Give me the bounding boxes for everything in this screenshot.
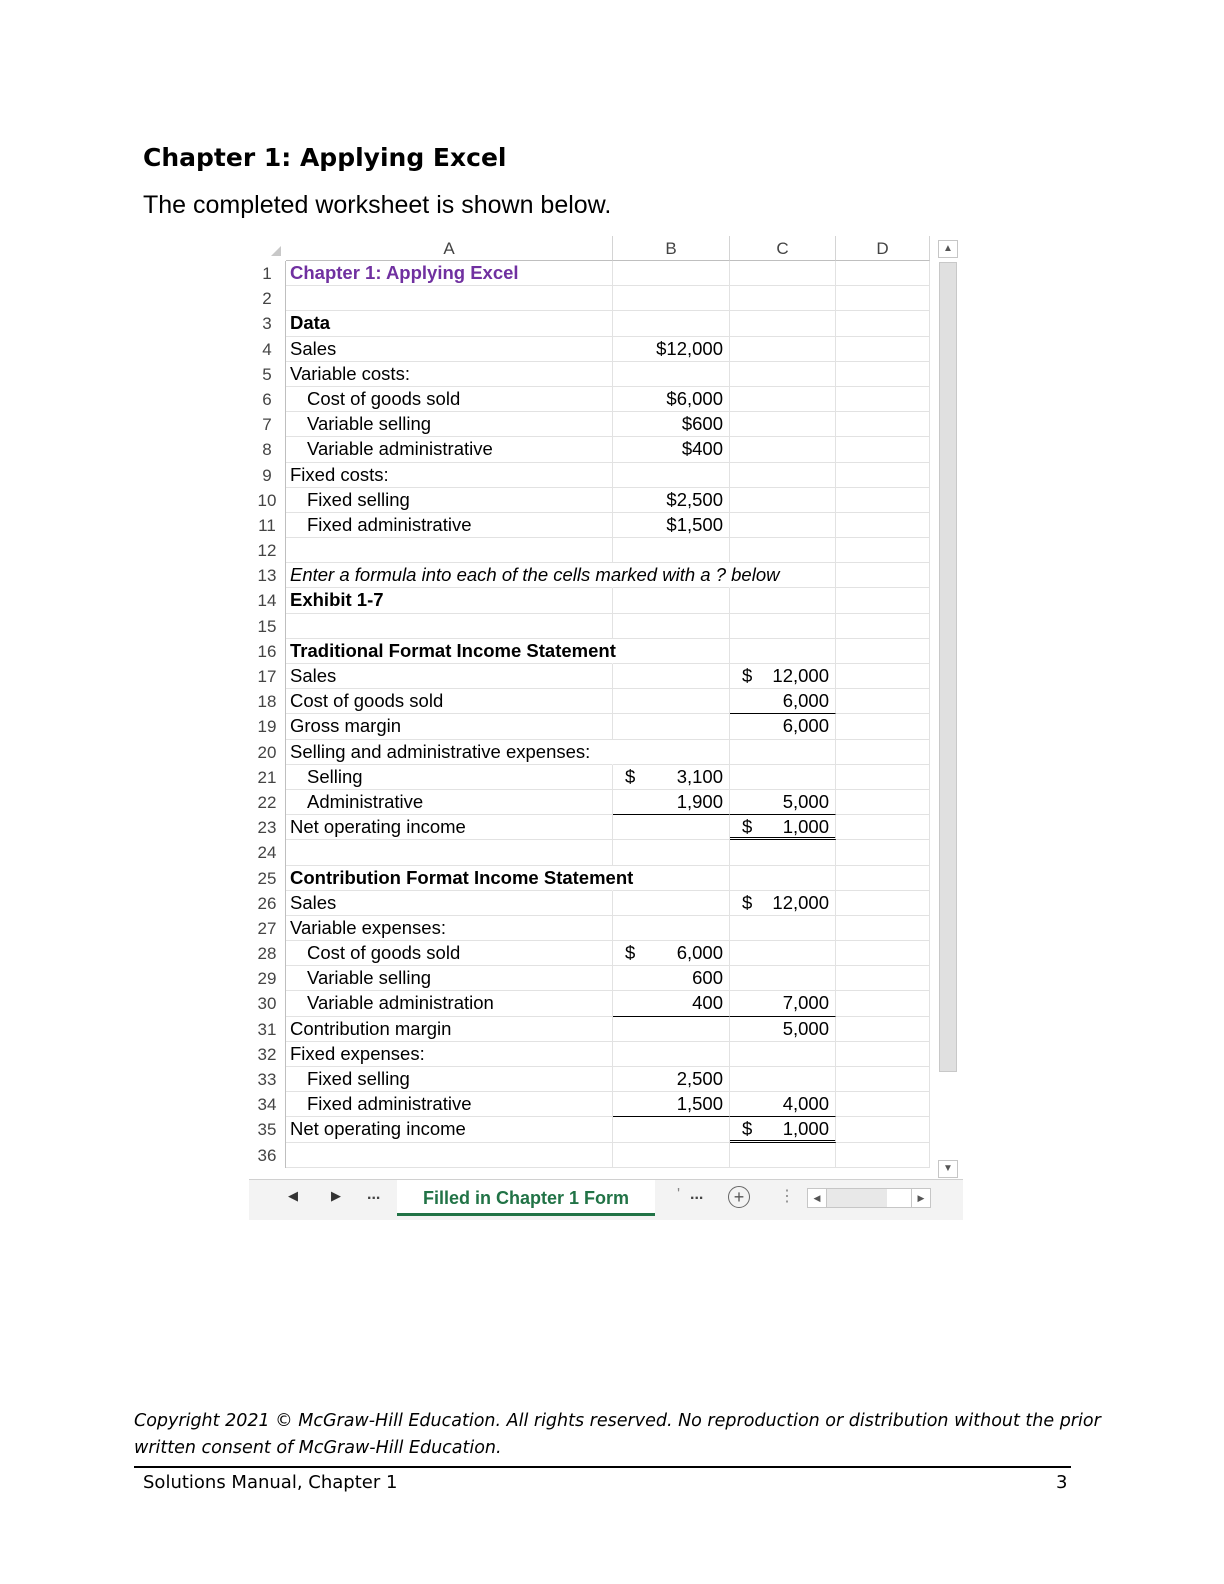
- row-header[interactable]: 19: [249, 714, 286, 739]
- cell-c26[interactable]: $ 12,000: [730, 891, 836, 916]
- cell-d32[interactable]: [836, 1042, 930, 1067]
- cell-b29[interactable]: 600: [613, 966, 730, 991]
- cell-b11[interactable]: $1,500: [613, 513, 730, 538]
- cell-c7[interactable]: [730, 412, 836, 437]
- cell-c20[interactable]: [730, 740, 836, 765]
- table-row: [249, 614, 930, 639]
- cell-b6[interactable]: $6,000: [613, 387, 730, 412]
- cell-b35[interactable]: [613, 1117, 730, 1142]
- cell-a34[interactable]: Fixed administrative: [286, 1092, 613, 1117]
- cell-c8[interactable]: [730, 437, 836, 462]
- table-row: [249, 412, 930, 437]
- cell-b9[interactable]: [613, 463, 730, 488]
- cell-a29[interactable]: Variable selling: [286, 966, 613, 991]
- row-header[interactable]: 20: [249, 740, 286, 765]
- cell-c12[interactable]: [730, 538, 836, 563]
- cell-a11[interactable]: Fixed administrative: [286, 513, 613, 538]
- cell-a19[interactable]: Gross margin: [286, 714, 613, 739]
- row-header[interactable]: 29: [249, 966, 286, 991]
- cell-b22[interactable]: 1,900: [613, 790, 730, 815]
- cell-b20[interactable]: [613, 740, 730, 765]
- row-header[interactable]: 1: [249, 261, 286, 286]
- horizontal-scroll-thumb[interactable]: [827, 1189, 887, 1207]
- select-all-corner[interactable]: [249, 236, 285, 261]
- cell-b27[interactable]: [613, 916, 730, 941]
- cell-a10[interactable]: Fixed selling: [286, 488, 613, 513]
- row-header[interactable]: 34: [249, 1092, 286, 1117]
- cell-a23[interactable]: Net operating income: [286, 815, 613, 840]
- cell-d6[interactable]: [836, 387, 930, 412]
- sheet-tab-bar: [249, 1179, 963, 1220]
- cell-c13[interactable]: [730, 563, 836, 588]
- cell-b5[interactable]: [613, 362, 730, 387]
- cell-grid: [249, 261, 930, 1168]
- cell-b36[interactable]: [613, 1143, 730, 1168]
- cell-b1[interactable]: [613, 261, 730, 286]
- cell-d21[interactable]: [836, 765, 930, 790]
- cell-b10[interactable]: $2,500: [613, 488, 730, 513]
- scroll-right-small-icon[interactable]: ▶: [911, 1188, 931, 1208]
- row-header[interactable]: 8: [249, 437, 286, 462]
- cell-b26[interactable]: [613, 891, 730, 916]
- cell-c17[interactable]: $ 12,000: [730, 664, 836, 689]
- cell-c14[interactable]: [730, 588, 836, 613]
- more-sheets-right[interactable]: ...: [690, 1186, 704, 1203]
- cell-a21[interactable]: Selling: [286, 765, 613, 790]
- add-sheet-icon[interactable]: +: [728, 1186, 750, 1208]
- cell-a30[interactable]: Variable administration: [286, 991, 613, 1016]
- cell-a28[interactable]: Cost of goods sold: [286, 941, 613, 966]
- cell-d27[interactable]: [836, 916, 930, 941]
- cell-d4[interactable]: [836, 337, 930, 362]
- cell-b19[interactable]: [613, 714, 730, 739]
- column-header-a[interactable]: A: [286, 236, 613, 261]
- cell-d36[interactable]: [836, 1143, 930, 1168]
- cell-c23[interactable]: $ 1,000: [730, 815, 836, 840]
- cell-a8[interactable]: Variable administrative: [286, 437, 613, 462]
- row-header[interactable]: 18: [249, 689, 286, 714]
- cell-d17[interactable]: [836, 664, 930, 689]
- cell-b4[interactable]: $12,000: [613, 337, 730, 362]
- cell-a20[interactable]: Selling and administrative expenses:: [286, 740, 613, 765]
- table-row: [249, 891, 930, 916]
- table-row: [249, 362, 930, 387]
- cell-a13[interactable]: Enter a formula into each of the cells marked with a ? below: [286, 563, 613, 588]
- cell-a5[interactable]: Variable costs:: [286, 362, 613, 387]
- table-row: [249, 664, 930, 689]
- row-header[interactable]: 10: [249, 488, 286, 513]
- cell-c33[interactable]: [730, 1067, 836, 1092]
- cell-d16[interactable]: [836, 639, 930, 664]
- table-row: [249, 790, 930, 815]
- row-header[interactable]: 27: [249, 916, 286, 941]
- table-row: [249, 966, 930, 991]
- scroll-thumb[interactable]: [939, 262, 957, 1072]
- cell-b2[interactable]: [613, 286, 730, 311]
- cell-a16[interactable]: Traditional Format Income Statement: [286, 639, 613, 664]
- cell-c9[interactable]: [730, 463, 836, 488]
- table-row: [249, 815, 930, 840]
- cell-a36[interactable]: [286, 1143, 613, 1168]
- row-header[interactable]: 5: [249, 362, 286, 387]
- cell-a12[interactable]: [286, 538, 613, 563]
- cell-b31[interactable]: [613, 1017, 730, 1042]
- cell-a2[interactable]: [286, 286, 613, 311]
- table-row: [249, 765, 930, 790]
- cell-b30[interactable]: 400: [613, 991, 730, 1016]
- cell-d15[interactable]: [836, 614, 930, 639]
- cell-a24[interactable]: [286, 840, 613, 865]
- row-header[interactable]: 26: [249, 891, 286, 916]
- tab-filled-in-chapter-1-form[interactable]: Filled in Chapter 1 Form: [397, 1180, 655, 1216]
- cell-d7[interactable]: [836, 412, 930, 437]
- cell-d2[interactable]: [836, 286, 930, 311]
- column-header-d[interactable]: D: [836, 236, 930, 261]
- scroll-up-icon[interactable]: ▲: [938, 240, 958, 258]
- cell-b16[interactable]: [613, 639, 730, 664]
- footer-label: Solutions Manual, Chapter 1: [143, 1472, 398, 1493]
- cell-d13[interactable]: [836, 563, 930, 588]
- row-header[interactable]: 28: [249, 941, 286, 966]
- cell-b14[interactable]: [613, 588, 730, 613]
- cell-d1[interactable]: [836, 261, 930, 286]
- cell-d22[interactable]: [836, 790, 930, 815]
- cell-c27[interactable]: [730, 916, 836, 941]
- page-number: 3: [1056, 1472, 1068, 1493]
- cell-a17[interactable]: Sales: [286, 664, 613, 689]
- row-header[interactable]: 16: [249, 639, 286, 664]
- cell-d9[interactable]: [836, 463, 930, 488]
- cell-b25[interactable]: [613, 866, 730, 891]
- cell-a9[interactable]: Fixed costs:: [286, 463, 613, 488]
- cell-d12[interactable]: [836, 538, 930, 563]
- cell-c34[interactable]: 4,000: [730, 1092, 836, 1117]
- table-row: [249, 513, 930, 538]
- cell-d30[interactable]: [836, 991, 930, 1016]
- cell-c35[interactable]: $ 1,000: [730, 1117, 836, 1142]
- row-header[interactable]: 25: [249, 866, 286, 891]
- row-header[interactable]: 23: [249, 815, 286, 840]
- cell-d24[interactable]: [836, 840, 930, 865]
- cell-b28[interactable]: $ 6,000: [613, 941, 730, 966]
- cell-b18[interactable]: [613, 689, 730, 714]
- scroll-down-icon[interactable]: ▼: [938, 1160, 958, 1178]
- tab-marker: ': [677, 1186, 681, 1203]
- table-row: [249, 488, 930, 513]
- row-header[interactable]: 24: [249, 840, 286, 865]
- cell-b17[interactable]: [613, 664, 730, 689]
- footer-divider: [134, 1466, 1071, 1468]
- table-row: [249, 991, 930, 1016]
- cell-c29[interactable]: [730, 966, 836, 991]
- row-header[interactable]: 31: [249, 1017, 286, 1042]
- cell-b21[interactable]: $ 3,100: [613, 765, 730, 790]
- table-row: [249, 337, 930, 362]
- cell-a1[interactable]: Chapter 1: Applying Excel: [286, 261, 613, 286]
- cell-d11[interactable]: [836, 513, 930, 538]
- cell-b12[interactable]: [613, 538, 730, 563]
- split-handle-icon[interactable]: ⋮: [779, 1188, 795, 1205]
- cell-c36[interactable]: [730, 1143, 836, 1168]
- document-subtitle: The completed worksheet is shown below.: [143, 191, 612, 219]
- table-row: [249, 941, 930, 966]
- cell-a26[interactable]: Sales: [286, 891, 613, 916]
- cell-c21[interactable]: [730, 765, 836, 790]
- table-row: [249, 311, 930, 336]
- cell-c6[interactable]: [730, 387, 836, 412]
- cell-b34[interactable]: 1,500: [613, 1092, 730, 1117]
- cell-a3[interactable]: Data: [286, 311, 613, 336]
- cell-d31[interactable]: [836, 1017, 930, 1042]
- cell-c28[interactable]: [730, 941, 836, 966]
- cell-b33[interactable]: 2,500: [613, 1067, 730, 1092]
- cell-c32[interactable]: [730, 1042, 836, 1067]
- table-row: [249, 1143, 930, 1168]
- row-header[interactable]: 36: [249, 1143, 286, 1168]
- row-header[interactable]: 4: [249, 337, 286, 362]
- cell-b15[interactable]: [613, 614, 730, 639]
- row-header[interactable]: 21: [249, 765, 286, 790]
- cell-c25[interactable]: [730, 866, 836, 891]
- row-header[interactable]: 17: [249, 664, 286, 689]
- cell-c3[interactable]: [730, 311, 836, 336]
- table-row: [249, 840, 930, 865]
- cell-a15[interactable]: [286, 614, 613, 639]
- cell-b3[interactable]: [613, 311, 730, 336]
- table-row: [249, 1092, 930, 1117]
- table-row: [249, 714, 930, 739]
- row-header[interactable]: 14: [249, 588, 286, 613]
- row-header[interactable]: 13: [249, 563, 286, 588]
- cell-b8[interactable]: $400: [613, 437, 730, 462]
- table-row: [249, 387, 930, 412]
- cell-c15[interactable]: [730, 614, 836, 639]
- cell-d34[interactable]: [836, 1092, 930, 1117]
- table-row: [249, 463, 930, 488]
- cell-a31[interactable]: Contribution margin: [286, 1017, 613, 1042]
- cell-d14[interactable]: [836, 588, 930, 613]
- cell-b7[interactable]: $600: [613, 412, 730, 437]
- row-header[interactable]: 2: [249, 286, 286, 311]
- cell-d10[interactable]: [836, 488, 930, 513]
- scroll-left-small-icon[interactable]: ◀: [808, 1189, 827, 1207]
- cell-d19[interactable]: [836, 714, 930, 739]
- cell-a6[interactable]: Cost of goods sold: [286, 387, 613, 412]
- cell-d29[interactable]: [836, 966, 930, 991]
- cell-c19[interactable]: 6,000: [730, 714, 836, 739]
- cell-b32[interactable]: [613, 1042, 730, 1067]
- table-row: [249, 916, 930, 941]
- row-header[interactable]: 7: [249, 412, 286, 437]
- cell-d35[interactable]: [836, 1117, 930, 1142]
- column-header-c[interactable]: C: [730, 236, 836, 261]
- table-row: [249, 538, 930, 563]
- cell-d26[interactable]: [836, 891, 930, 916]
- cell-c4[interactable]: [730, 337, 836, 362]
- scroll-left-icon[interactable]: ◀: [288, 1188, 298, 1203]
- cell-d8[interactable]: [836, 437, 930, 462]
- more-sheets-left[interactable]: ...: [367, 1186, 381, 1203]
- cell-c24[interactable]: [730, 840, 836, 865]
- table-row: [249, 1042, 930, 1067]
- cell-a25[interactable]: Contribution Format Income Statement: [286, 866, 613, 891]
- table-row: [249, 866, 930, 891]
- cell-c11[interactable]: [730, 513, 836, 538]
- table-row: [249, 563, 930, 588]
- scroll-right-icon[interactable]: ▶: [331, 1188, 341, 1203]
- column-header-b[interactable]: B: [613, 236, 730, 261]
- row-header[interactable]: 9: [249, 463, 286, 488]
- cell-a33[interactable]: Fixed selling: [286, 1067, 613, 1092]
- cell-a27[interactable]: Variable expenses:: [286, 916, 613, 941]
- row-header[interactable]: 6: [249, 387, 286, 412]
- row-header[interactable]: 30: [249, 991, 286, 1016]
- cell-b13[interactable]: [613, 563, 730, 588]
- row-header[interactable]: 33: [249, 1067, 286, 1092]
- row-header[interactable]: 22: [249, 790, 286, 815]
- table-row: [249, 437, 930, 462]
- row-header[interactable]: 32: [249, 1042, 286, 1067]
- cell-a32[interactable]: Fixed expenses:: [286, 1042, 613, 1067]
- table-row: [249, 286, 930, 311]
- row-header[interactable]: 35: [249, 1117, 286, 1142]
- cell-d18[interactable]: [836, 689, 930, 714]
- cell-c30[interactable]: 7,000: [730, 991, 836, 1016]
- cell-c1[interactable]: [730, 261, 836, 286]
- table-row: [249, 740, 930, 765]
- cell-c16[interactable]: [730, 639, 836, 664]
- cell-d28[interactable]: [836, 941, 930, 966]
- cell-c31[interactable]: 5,000: [730, 1017, 836, 1042]
- table-row: [249, 639, 930, 664]
- table-row: [249, 1017, 930, 1042]
- vertical-scrollbar[interactable]: [938, 240, 958, 1180]
- column-headers: [286, 236, 930, 261]
- cell-d20[interactable]: [836, 740, 930, 765]
- row-header[interactable]: 12: [249, 538, 286, 563]
- row-header[interactable]: 3: [249, 311, 286, 336]
- cell-a35[interactable]: Net operating income: [286, 1117, 613, 1142]
- table-row: [249, 689, 930, 714]
- cell-a14[interactable]: Exhibit 1-7: [286, 588, 613, 613]
- cell-d5[interactable]: [836, 362, 930, 387]
- cell-a4[interactable]: Sales: [286, 337, 613, 362]
- row-header[interactable]: 11: [249, 513, 286, 538]
- document-title: Chapter 1: Applying Excel: [143, 143, 507, 172]
- cell-c10[interactable]: [730, 488, 836, 513]
- cell-c5[interactable]: [730, 362, 836, 387]
- table-row: [249, 261, 930, 286]
- table-row: [249, 1117, 930, 1142]
- cell-d23[interactable]: [836, 815, 930, 840]
- cell-b24[interactable]: [613, 840, 730, 865]
- cell-a7[interactable]: Variable selling: [286, 412, 613, 437]
- spreadsheet: [249, 236, 963, 1219]
- row-header[interactable]: 15: [249, 614, 286, 639]
- table-row: [249, 588, 930, 613]
- cell-c18[interactable]: 6,000: [730, 689, 836, 714]
- cell-d25[interactable]: [836, 866, 930, 891]
- cell-c2[interactable]: [730, 286, 836, 311]
- table-row: [249, 1067, 930, 1092]
- cell-b23[interactable]: [613, 815, 730, 840]
- copyright-notice: Copyright 2021 © McGraw-Hill Education. All rights reserved. No reproduction or distribution without the prior written consent of McGraw-Hill Education.: [134, 1411, 1101, 1458]
- cell-a18[interactable]: Cost of goods sold: [286, 689, 613, 714]
- cell-d3[interactable]: [836, 311, 930, 336]
- cell-d33[interactable]: [836, 1067, 930, 1092]
- cell-a22[interactable]: Administrative: [286, 790, 613, 815]
- cell-c22[interactable]: 5,000: [730, 790, 836, 815]
